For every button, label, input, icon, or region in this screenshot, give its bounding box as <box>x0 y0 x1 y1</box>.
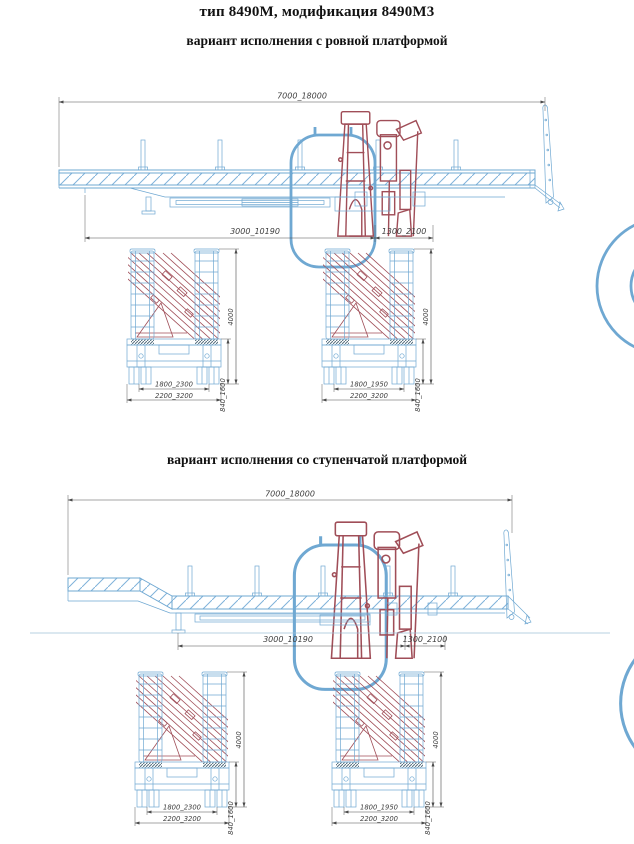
dim-deck-height: 840_1600 <box>219 378 227 412</box>
dim-height: 4000 <box>422 308 430 326</box>
rear-ramp <box>530 105 564 211</box>
dim-inner-width: 1800_2300 <box>155 380 193 389</box>
dimensions <box>68 490 512 651</box>
wheel <box>597 218 634 354</box>
wheel <box>621 629 634 778</box>
dim-wheelbase-front: 3000_10190 <box>230 227 280 236</box>
dim-length-overall: 7000_18000 <box>277 91 327 101</box>
dim-outer-width: 2200_3200 <box>360 814 398 823</box>
section-2-subtitle: вариант исполнения со ступенчатой платформой <box>166 452 468 467</box>
cross-section-flat-left <box>123 245 243 410</box>
dim-height: 4000 <box>235 731 243 749</box>
side-view-stepped-platform <box>30 483 610 658</box>
trailer-deck <box>68 578 508 609</box>
dim-wheelbase-rear: 1300_2100 <box>381 227 427 236</box>
dim-deck-height: 840_1600 <box>227 801 235 835</box>
dim-inner-width: 1800_1950 <box>360 803 398 812</box>
dim-deck-height: 840_1600 <box>424 801 432 835</box>
dim-height: 4000 <box>432 731 440 749</box>
dim-outer-width: 2200_3200 <box>163 814 201 823</box>
rear-ramp <box>504 530 531 624</box>
dim-height: 4000 <box>227 308 235 326</box>
cross-section-flat-right <box>318 245 438 410</box>
dim-inner-width: 1800_1950 <box>350 380 388 389</box>
dim-wheelbase-rear: 1300_2100 <box>402 635 448 644</box>
dim-outer-width: 2200_3200 <box>350 391 388 400</box>
dim-wheelbase-front: 3000_10190 <box>263 635 313 644</box>
dim-inner-width: 1800_2300 <box>163 803 201 812</box>
dim-deck-height: 840_1600 <box>414 378 422 412</box>
cross-section-stepped-right <box>328 668 448 833</box>
trailer-deck <box>59 170 535 188</box>
side-view-flat-platform <box>30 85 610 245</box>
cross-section-stepped-left <box>131 668 251 833</box>
section-1-subtitle: вариант исполнения с ровной платформой <box>186 33 448 48</box>
dim-outer-width: 2200_3200 <box>155 391 193 400</box>
page-title: тип 8490М, модификация 8490М3 <box>199 4 435 20</box>
dim-length-overall: 7000_18000 <box>265 489 315 499</box>
